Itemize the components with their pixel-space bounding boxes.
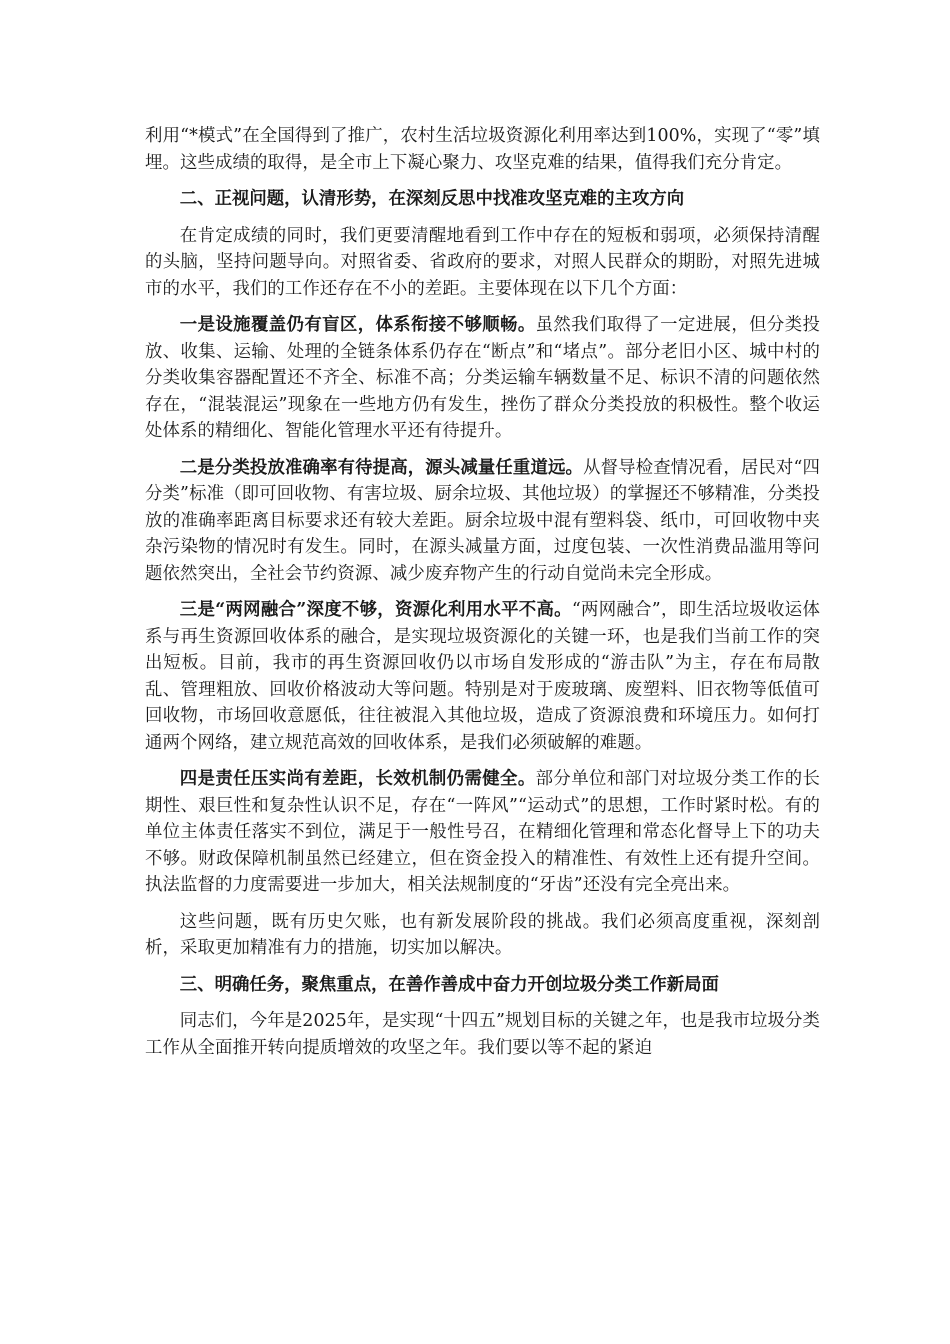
intro-paragraph: 利用“*模式”在全国得到了推广，农村生活垃圾资源化利用率达到100%，实现了“零”填埋。这些成绩的取得，是全市上下凝心聚力、攻坚克难的结果，值得我们充分肯定。 [145, 126, 820, 173]
problems-intro-paragraph: 在肯定成绩的同时，我们更要清醒地看到工作中存在的短板和弱项，必须保持清醒的头脑，坚持问题导向。对照省委、省政府的要求，对照人民群众的期盼，对照先进城市的水平，我们的工作还存在不小的差距。主要体现在以下几个方面： [145, 225, 820, 299]
document-page [145, 123, 820, 1071]
issue-4-lead: 四是责任压实尚有差距，长效机制仍需健全。 [179, 769, 536, 789]
issue-2-lead: 二是分类投放准确率有待提高，源头减量任重道远。 [179, 457, 584, 478]
issue-4-body: 部分单位和部门对垃圾分类工作的长期性、艰巨性和复杂性认识不足，存在“一阵风”“运动式”的思想，工作时紧时松。有的单位主体责任落实不到位，满足于一般性号召，在精细化管理和常态化督导上下的功夫不够。财政保障机制虽然已经建立，但在资金投入的精准性、有效性上还有提升空间。执法监督的力度需要进一步加大，相关法规制度的“牙齿”还没有完全亮出来。 [145, 769, 820, 895]
issue-2-paragraph [145, 455, 820, 588]
issue-3-lead: 三是“两网融合”深度不够，资源化利用水平不高。 [179, 600, 572, 620]
summary-paragraph: 这些问题，既有历史欠账，也有新发展阶段的挑战。我们必须高度重视，深刻剖析，采取更加精准有力的措施，切实加以解决。 [145, 911, 820, 958]
tasks-intro-paragraph: 同志们，今年是2025年，是实现“十四五”规划目标的关键之年，也是我市垃圾分类工作从全面推开转向提质增效的攻坚之年。我们要以等不起的紧迫 [145, 1011, 820, 1058]
issue-3-body: “两网融合”，即生活垃圾收运体系与再生资源回收体系的融合，是实现垃圾资源化的关键一环，也是我们当前工作的突出短板。目前，我市的再生资源回收仍以市场自发形成的“游击队”为主，存在布局散乱、管理粗放、回收价格波动大等问题。特别是对于废玻璃、废塑料、旧衣物等低值可回收物，市场回收意愿低，往往被混入其他垃圾，造成了资源浪费和环境压力。如何打通两个网络，建立规范高效的回收体系，是我们必须破解的难题。 [145, 600, 820, 753]
section-heading-3: 三、明确任务，聚焦重点，在善作善成中奋力开创垃圾分类工作新局面 [179, 974, 719, 995]
issue-1-lead: 一是设施覆盖仍有盲区，体系衔接不够顺畅。 [179, 315, 536, 335]
issue-2-body: 从督导检查情况看，居民对“四分类”标准（即可回收物、有害垃圾、厨余垃圾、其他垃圾）的掌握还不够精准，分类投放的准确率距离目标要求还有较大差距。厨余垃圾中混有塑料袋、纸巾，可回收物中夹杂污染物的情况时有发生。同时，在源头减量方面，过度包装、一次性消费品滥用等问题依然突出，全社会节约资源、减少废弃物产生的行动自觉尚未完全形成。 [145, 457, 820, 584]
section-heading-2: 二、正视问题，认清形势，在深刻反思中找准攻坚克难的主攻方向 [179, 189, 685, 209]
issue-4-paragraph [145, 766, 820, 899]
issue-1-body: 虽然我们取得了一定进展，但分类投放、收集、运输、处理的全链条体系仍存在“断点”和“堵点”。部分老旧小区、城中村的分类收集容器配置还不齐全、标准不高；分类运输车辆数量不足、标识不清的问题依然存在，“混装混运”现象在一些地方仍有发生，挫伤了群众分类投放的积极性。整个收运处体系的精细化、智能化管理水平还有待提升。 [145, 315, 820, 441]
issue-1-paragraph [145, 312, 820, 445]
issue-3-paragraph [145, 597, 820, 756]
